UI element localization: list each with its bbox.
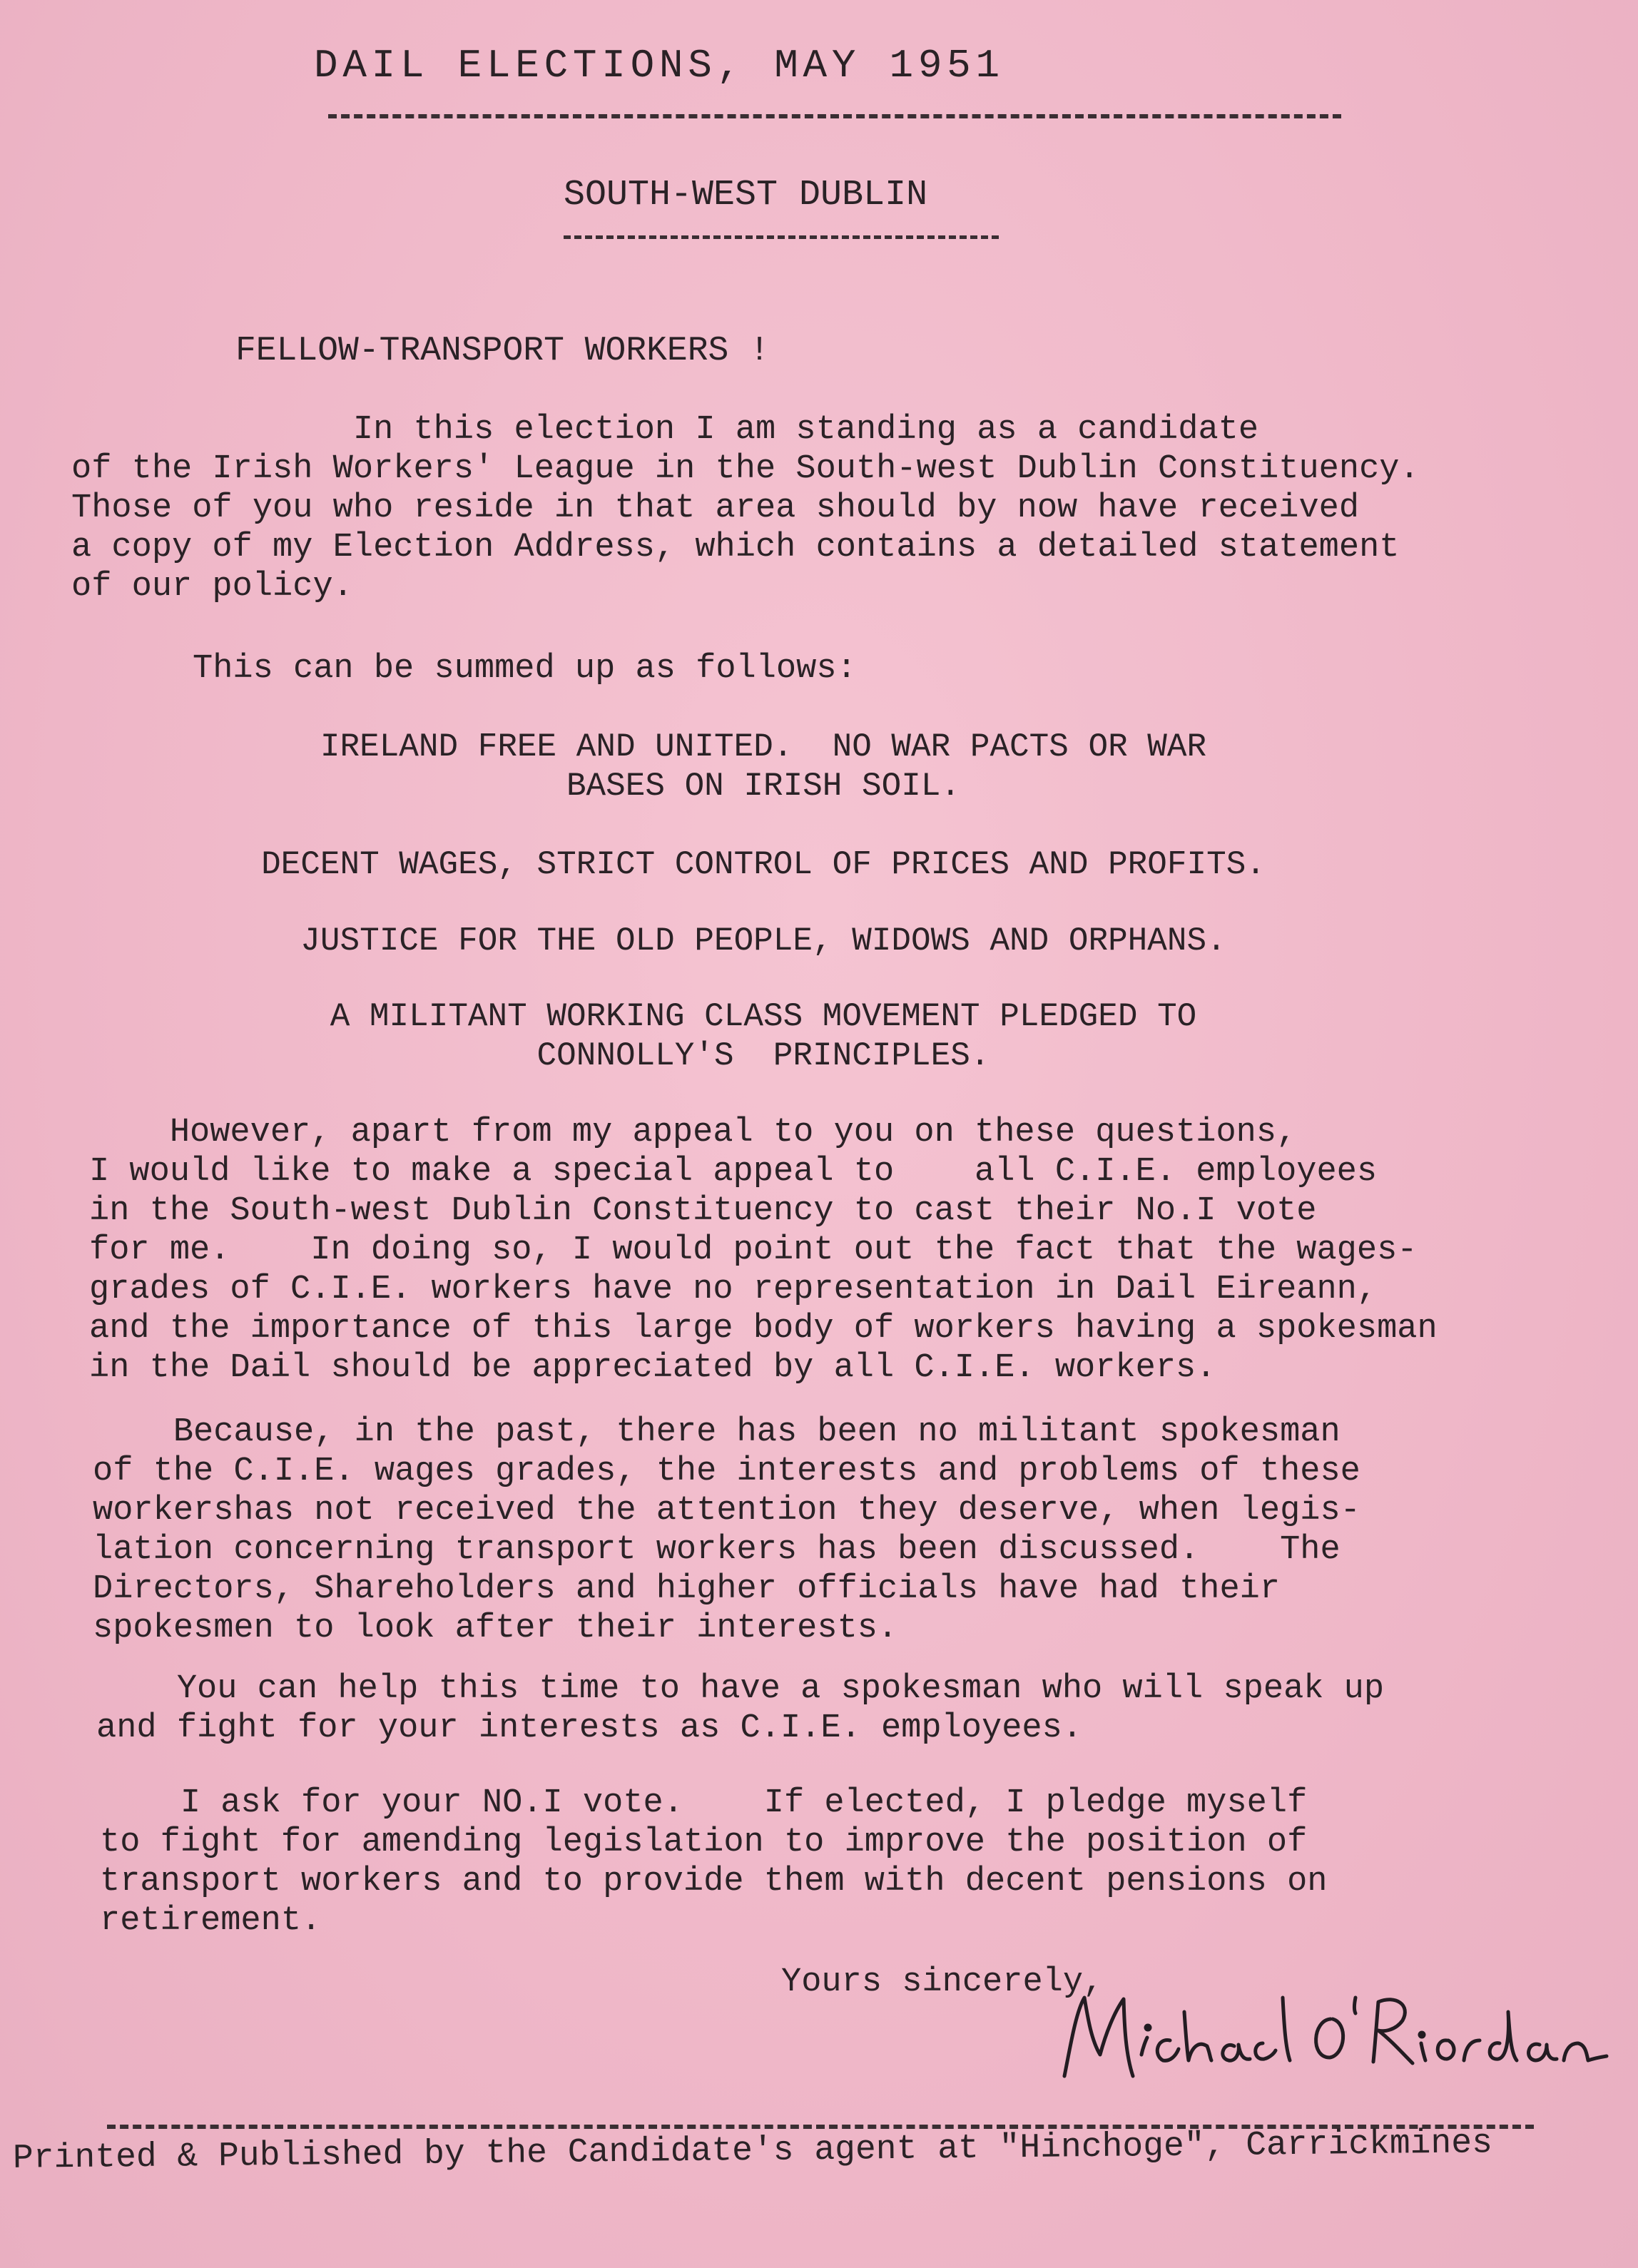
- help-paragraph: You can help this time to have a spokesman who will speak up and fight for your interests as C.I.E. employees.: [96, 1670, 1385, 1747]
- handwritten-signature: [1056, 1969, 1627, 2097]
- appeal-paragraph: However, apart from my appeal to you on these questions, I would like to make a special appeal to all C.I.E. employees in the South-west Dublin Constituency to cast their No.I vote for me. In doing so, I would point out the fact that the wages- grades of C.I.E. workers have no representation in Dail Eireann, and the importance of this large body of workers having a spokesman in the Dail should be appreciated by all C.I.E. workers.: [89, 1114, 1438, 1387]
- slogan-ireland-free: IRELAND FREE AND UNITED. NO WAR PACTS OR WAR BASES ON IRISH SOIL.: [320, 728, 1207, 805]
- page-title: DAIL ELECTIONS, MAY 1951: [314, 43, 1004, 88]
- closing-line: Yours sincerely,: [781, 1963, 1104, 2001]
- vote-paragraph: I ask for your NO.I vote. If elected, I pledge myself to fight for amending legislation to improve the position of transport workers and to provide them with decent pensions on retirement.: [100, 1784, 1328, 1940]
- slogan-justice: JUSTICE FOR THE OLD PEOPLE, WIDOWS AND ORPHANS.: [300, 922, 1226, 960]
- slogan-decent-wages: DECENT WAGES, STRICT CONTROL OF PRICES AND PROFITS.: [261, 846, 1266, 883]
- summary-line: This can be summed up as follows:: [193, 650, 857, 688]
- slogan-militant-movement: A MILITANT WORKING CLASS MOVEMENT PLEDGED TO CONNOLLY'S PRINCIPLES.: [330, 998, 1197, 1074]
- publisher-imprint: Printed & Published by the Candidate's agent at "Hinchoge", Carrickmines: [12, 2124, 1493, 2178]
- intro-paragraph: In this election I am standing as a candidate of the Irish Workers' League in the South-west Dublin Constituency. Those of you who reside in that area should by now have received a copy of my Election Address, which contains a detailed statement of our policy.: [71, 411, 1420, 606]
- constituency-underline: [564, 235, 999, 239]
- salutation: FELLOW-TRANSPORT WORKERS !: [235, 332, 770, 370]
- because-paragraph: Because, in the past, there has been no militant spokesman of the C.I.E. wages grades, the interests and problems of these workershas not received the attention they deserve, when legis- lation concerning transport workers has been discussed. The Directors, Shareholders and higher officials have had their spokesmen to look after their interests.: [93, 1413, 1360, 1647]
- title-underline: [328, 114, 1341, 118]
- constituency-heading: SOUTH-WEST DUBLIN: [564, 175, 928, 215]
